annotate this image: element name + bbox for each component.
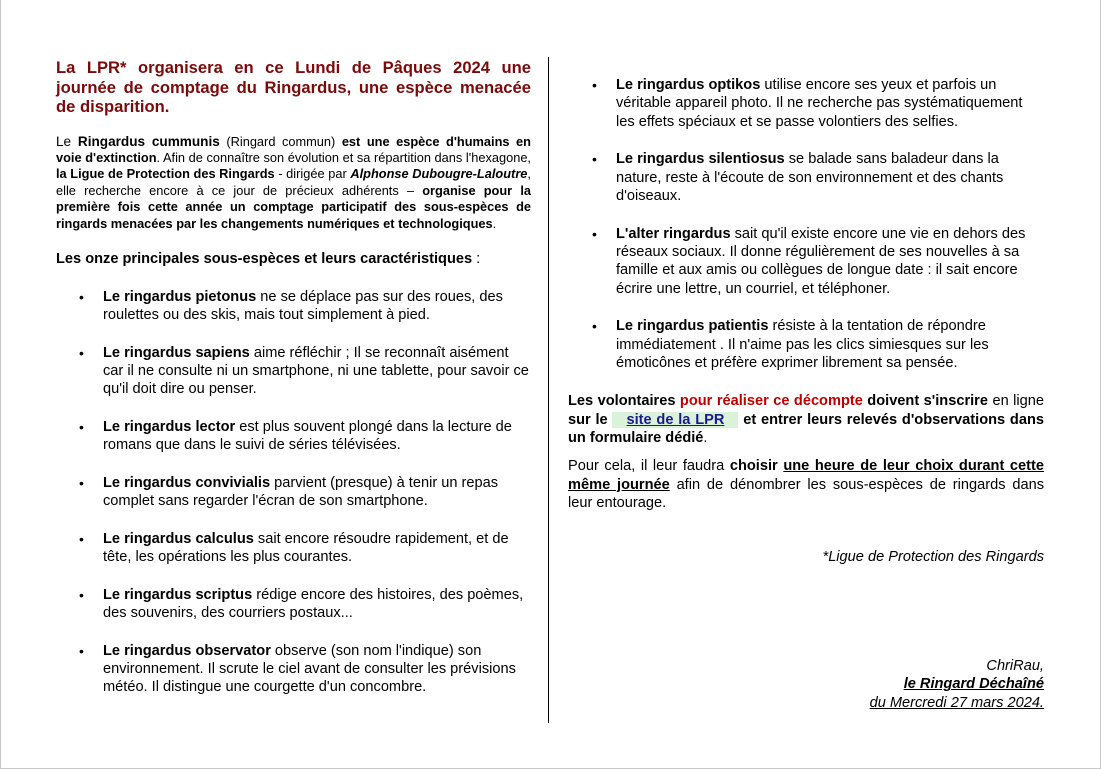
- volunteers-purpose: pour réaliser ce décompte: [675, 393, 863, 410]
- species-desc: utilise encore ses yeux et parfois un véritable appareil photo. Il ne recherche pas systématiquement les effets spéciaux et se passe volontiers des selfies.: [616, 77, 1023, 130]
- species-desc: parvient (presque) à tenir un repas complet sans regarder l'écran de son smartphone.: [103, 474, 499, 510]
- column-divider: [548, 57, 549, 723]
- intro-species-name: Ringardus cummunis: [77, 133, 220, 149]
- species-desc: résiste à la tentation de répondre immédiatement . Il n'aime pas les clics simiesques sur les émoticônes et préfère exprimer librement sa pensée.: [616, 318, 989, 372]
- bullet-icon: •: [592, 151, 597, 168]
- list-item: [568, 150, 1044, 205]
- intro-text-1: Le: [56, 133, 78, 149]
- species-name: L'alter ringardus: [616, 225, 731, 242]
- volunteers-enter: et entrer leurs relevés d'observations dans un formulaire dédié: [568, 411, 1044, 446]
- volunteers-paragraph: [568, 392, 1044, 447]
- volunteers-end: .: [703, 429, 708, 446]
- instructions-choose: choisir: [729, 458, 778, 475]
- headline: La LPR* organisera en ce Lundi de Pâques 2024 une journée de comptage du Ringardus, une espèce menacée de disparition.: [56, 58, 531, 116]
- signature-author: ChriRau,: [986, 658, 1044, 674]
- list-item: [568, 317, 1044, 372]
- list-item: [56, 530, 531, 567]
- subhead-text: Les onze principales sous-espèces et leurs caractéristiques: [56, 250, 473, 267]
- species-name: Le ringardus convivialis: [103, 474, 271, 491]
- signature-date: du Mercredi 27 mars 2024.: [869, 694, 1044, 711]
- instructions-lead: Pour cela, il leur faudra: [568, 458, 730, 475]
- instructions-end: afin de dénombrer les sous-espèces de ringards dans leur entourage.: [568, 476, 1045, 511]
- instructions-hour: une heure de leur choix durant cette même journée: [568, 458, 1044, 493]
- bullet-icon: •: [79, 530, 84, 547]
- species-name: Le ringardus lector: [103, 419, 236, 436]
- intro-organise: organise pour la première fois cette année un comptage participatif des sous-espèces de ringards menacées par les changements numériques et technologiques: [56, 182, 531, 231]
- species-name: Le ringardus silentiosus: [616, 151, 785, 168]
- intro-paragraph: [56, 134, 531, 232]
- species-desc: sait qu'il existe encore une vie en dehors des réseaux sociaux. Il donne régulièrement de ses nouvelles à sa famille et aux amis ou collègues de longue date : il sait encore écrire une lettre, un courriel, et téléphoner.: [616, 225, 1026, 297]
- list-item: [568, 76, 1044, 131]
- intro-extinction: est une espèce d'humains en voie d'extinction: [56, 133, 531, 165]
- volunteers-online: en ligne: [987, 393, 1044, 410]
- intro-text-2: (Ringard commun): [219, 133, 342, 149]
- species-desc: rédige encore des histoires, des poèmes, des souvenirs, des courriers postaux...: [103, 586, 524, 621]
- intro-league-name: la Ligue de Protection des Ringards: [56, 166, 275, 182]
- right-column: [568, 76, 1044, 565]
- species-desc: aime réfléchir ; Il se reconnaît aisément car il ne consulte ni un smartphone, ni une tablette, pour savoir ce qu'il doit dire ou penser.: [103, 344, 529, 398]
- bullet-icon: •: [79, 419, 84, 436]
- signature-block: [870, 657, 1044, 712]
- species-desc: observe (son nom l'indique) son environnement. Il scrute le ciel avant de consulter les prévisions météo. Il distingue une courgette d'un concombre.: [103, 642, 516, 696]
- list-item: [56, 418, 531, 455]
- footnote: *Ligue de Protection des Ringards: [822, 549, 1044, 566]
- species-desc: se balade sans baladeur dans la nature, reste à l'écoute de son environnement et des chants d'oiseaux.: [616, 151, 1004, 204]
- species-name: Le ringardus scriptus: [103, 586, 253, 603]
- lpr-site-link[interactable]: site de la LPR: [612, 412, 738, 428]
- species-name: Le ringardus patientis: [616, 318, 769, 335]
- list-item: [568, 225, 1044, 298]
- species-name: Le ringardus calculus: [103, 530, 254, 547]
- list-item: [56, 642, 531, 697]
- instructions-paragraph: [568, 457, 1044, 512]
- intro-text-3: . Afin de connaître son évolution et sa répartition dans l'hexagone,: [156, 149, 531, 165]
- intro-text-6: .: [492, 215, 497, 231]
- volunteers-lead: Les volontaires: [568, 393, 676, 410]
- species-desc: ne se déplace pas sur des roues, des roulettes ou des skis, mais tout simplement à pied.: [103, 288, 503, 324]
- volunteers-on: sur le: [568, 411, 608, 428]
- signature-publication: le Ringard Déchaîné: [903, 676, 1044, 693]
- list-item: [56, 474, 531, 511]
- list-item: [56, 344, 531, 399]
- bullet-icon: •: [592, 318, 597, 335]
- species-name: Le ringardus pietonus: [103, 288, 257, 305]
- bullet-icon: •: [79, 474, 84, 491]
- species-name: Le ringardus optikos: [616, 77, 761, 93]
- subhead: [56, 250, 531, 268]
- species-list-right: [568, 76, 1044, 372]
- left-column: [56, 58, 531, 716]
- bullet-icon: •: [592, 77, 597, 93]
- intro-director: Alphonse Dubougre-Laloutre: [350, 166, 528, 182]
- subhead-colon: :: [472, 250, 481, 267]
- list-item: [56, 586, 531, 623]
- bullet-icon: •: [79, 586, 84, 603]
- species-desc: sait encore résoudre rapidement, et de tête, les opérations les plus courantes.: [103, 530, 509, 566]
- list-item: [56, 288, 531, 325]
- species-list-left: [56, 288, 531, 697]
- species-name: Le ringardus observator: [103, 642, 271, 659]
- volunteers-register: doivent s'inscrire: [862, 393, 988, 410]
- intro-text-5: , elle recherche encore à ce jour de précieux adhérents –: [56, 166, 531, 198]
- species-desc: est plus souvent plongé dans la lecture de romans que dans le suivi de séries télévisées.: [103, 419, 512, 454]
- bullet-icon: •: [592, 225, 597, 242]
- bullet-icon: •: [79, 288, 84, 305]
- bullet-icon: •: [79, 642, 84, 659]
- intro-text-4: - dirigée par: [274, 166, 351, 182]
- species-name: Le ringardus sapiens: [103, 344, 250, 361]
- bullet-icon: •: [79, 344, 84, 361]
